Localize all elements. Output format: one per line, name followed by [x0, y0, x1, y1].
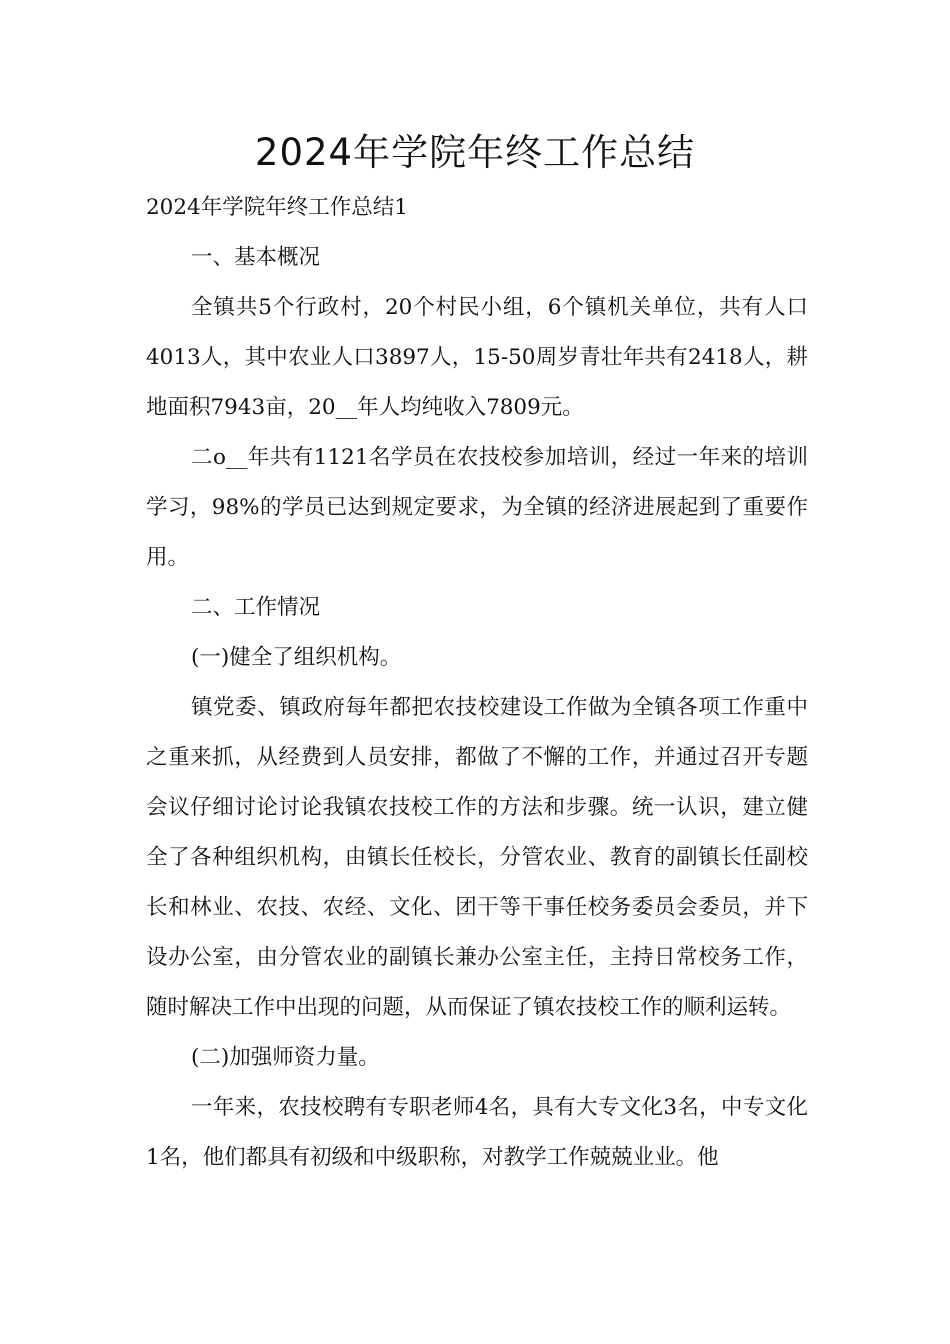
paragraph: 一年来，农技校聘有专职老师4名，具有大专文化3名，中专文化1名，他们都具有初级和中级职称，对教学工作兢兢业业。他 [146, 1095, 808, 1170]
subsection-heading: (一)健全了组织机构。 [191, 645, 402, 670]
document-title: 2024年学院年终工作总结 [254, 131, 696, 174]
section-heading: 二、工作情况 [191, 595, 321, 620]
paragraph: 全镇共5个行政村，20个村民小组，6个镇机关单位，共有人口4013人，其中农业人口3897人，15-50周岁青壮年共有2418人，耕地面积7943亩，20__年人均纯收入7809元。 [146, 295, 808, 420]
document-subtitle: 2024年学院年终工作总结1 [146, 195, 408, 220]
paragraph: 镇党委、镇政府每年都把农技校建设工作做为全镇各项工作重中之重来抓，从经费到人员安排，都做了不懈的工作，并通过召开专题会议仔细讨论讨论我镇农技校工作的方法和步骤。统一认识，建立健全了各种组织机构，由镇长任校长，分管农业、教育的副镇长任副校长和林业、农技、农经、文化、团干等干事任校务委员会委员，并下设办公室，由分管农业的副镇长兼办公室主任，主持日常校务工作，随时解决工作中出现的问题，从而保证了镇农技校工作的顺利运转。 [146, 695, 808, 1020]
paragraph: 二o__年共有1121名学员在农技校参加培训，经过一年来的培训学习，98%的学员已达到规定要求，为全镇的经济进展起到了重要作用。 [146, 445, 808, 570]
document-body [146, 183, 808, 1183]
subsection-heading: (二)加强师资力量。 [191, 1045, 380, 1070]
section-heading: 一、基本概况 [191, 245, 321, 270]
